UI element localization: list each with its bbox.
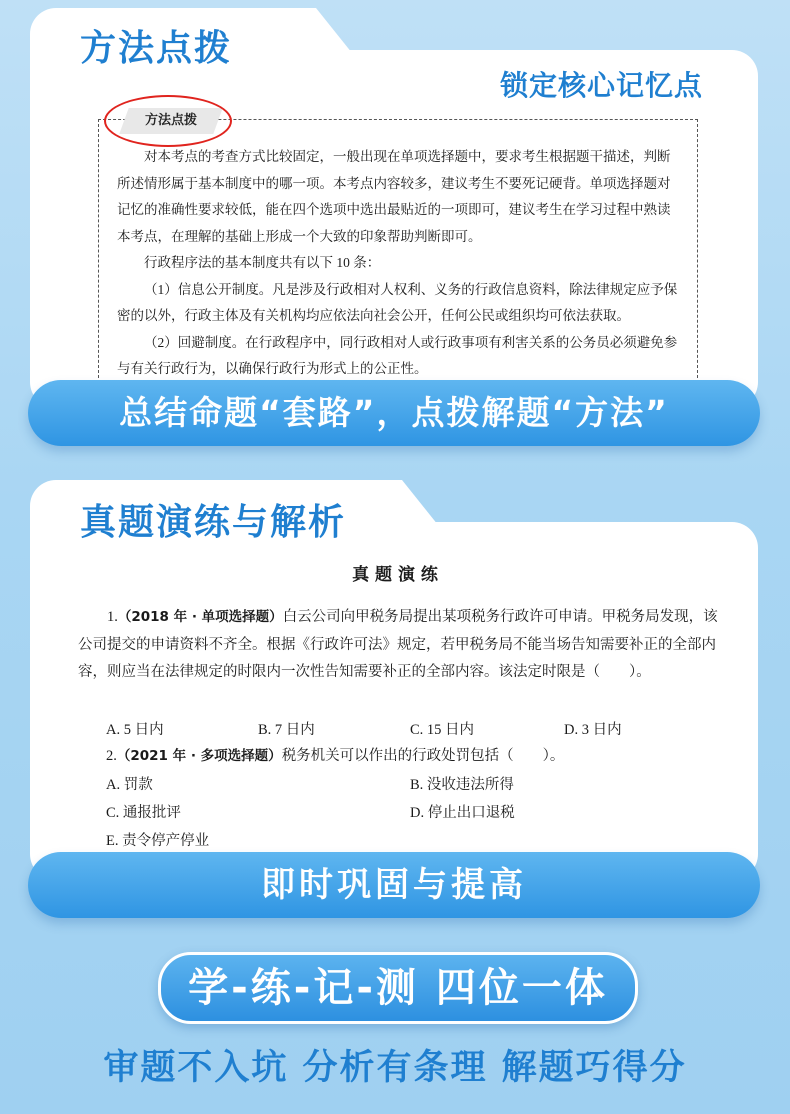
tips-paragraph-4: （2）回避制度。在行政程序中，同行政相对人或行政事项有利害关系的公务员必须避免参与有关行政行为，以确保行政行为形式上的公正性。: [117, 334, 678, 376]
four-in-one-pill: 学-练-记-测 四位一体: [158, 952, 638, 1024]
tips-paragraph-3: （1）信息公开制度。凡是涉及行政相对人权利、义务的行政信息资料，除法律规定应予保密的以外，行政主体及有关机构均应依法向社会公开，任何公民或组织均可依法获取。: [117, 281, 678, 323]
q1-option-c[interactable]: C. 15 日内: [410, 722, 475, 738]
section1-title: 方法点拨: [80, 28, 233, 69]
exercise-heading: 真 题 演 练: [352, 565, 438, 585]
question-1-tag: （2018 年 · 单项选择题）: [117, 609, 283, 625]
q1-option-b[interactable]: B. 7 日内: [258, 722, 315, 738]
section2-banner: 即时巩固与提高: [28, 852, 760, 918]
q1-option-a[interactable]: A. 5 日内: [106, 722, 164, 738]
section1-banner: 总结命题“套路”，点拨解题“方法”: [28, 380, 760, 446]
question-2: [106, 744, 564, 765]
q2-option-e[interactable]: E. 责令停产停业: [106, 833, 210, 849]
tips-paragraph-2: 行政程序法的基本制度共有以下 10 条：: [144, 255, 381, 270]
method-tag-label: 方法点拨: [144, 113, 197, 128]
q2-option-a[interactable]: A. 罚款: [106, 777, 153, 793]
method-tips-box: [98, 119, 698, 383]
q2-option-d[interactable]: D. 停止出口退税: [410, 805, 515, 821]
bottom-slogan: 审题不入坑 分析有条理 解题巧得分: [103, 1048, 687, 1088]
q1-option-d[interactable]: D. 3 日内: [564, 722, 622, 738]
tips-paragraph-1: 对本考点的考查方式比较固定，一般出现在单项选择题中，要求考生根据题干描述，判断所述情形属于基本制度中的哪一项。本考点内容较多，建议考生不要死记硬背。单项选择题对记忆的准确性要求较低，能在四个选项中选出最贴近的一项即可，建议考生在学习过程中熟读本考点，在理解的基础上形成一个大致的印象帮助判断即可。: [117, 149, 671, 244]
q2-option-b[interactable]: B. 没收违法所得: [410, 777, 514, 793]
section2-title: 真题演练与解析: [80, 502, 347, 543]
q2-option-c[interactable]: C. 通报批评: [106, 805, 181, 821]
question-2-text: 税务机关可以作出的行政处罚包括（ ）。: [281, 748, 565, 764]
question-1-text: 白云公司向甲税务局提出某项税务行政许可申请。甲税务局发现，该公司提交的申请资料不齐全。根据《行政许可法》规定，若甲税务局不能当场告知需要补正的全部内容，则应当在法律规定的时限内一次性告知需要补正的全部内容。该法定时限是（ ）。: [78, 609, 718, 680]
section1-subtitle: 锁定核心记忆点: [500, 69, 704, 102]
question-2-tag: （2021 年 · 多项选择题）: [116, 748, 282, 764]
question-2-number: 2.: [106, 748, 117, 764]
question-1-number: 1.: [107, 609, 118, 625]
highlight-circle: [104, 95, 232, 147]
question-1: [78, 604, 718, 687]
